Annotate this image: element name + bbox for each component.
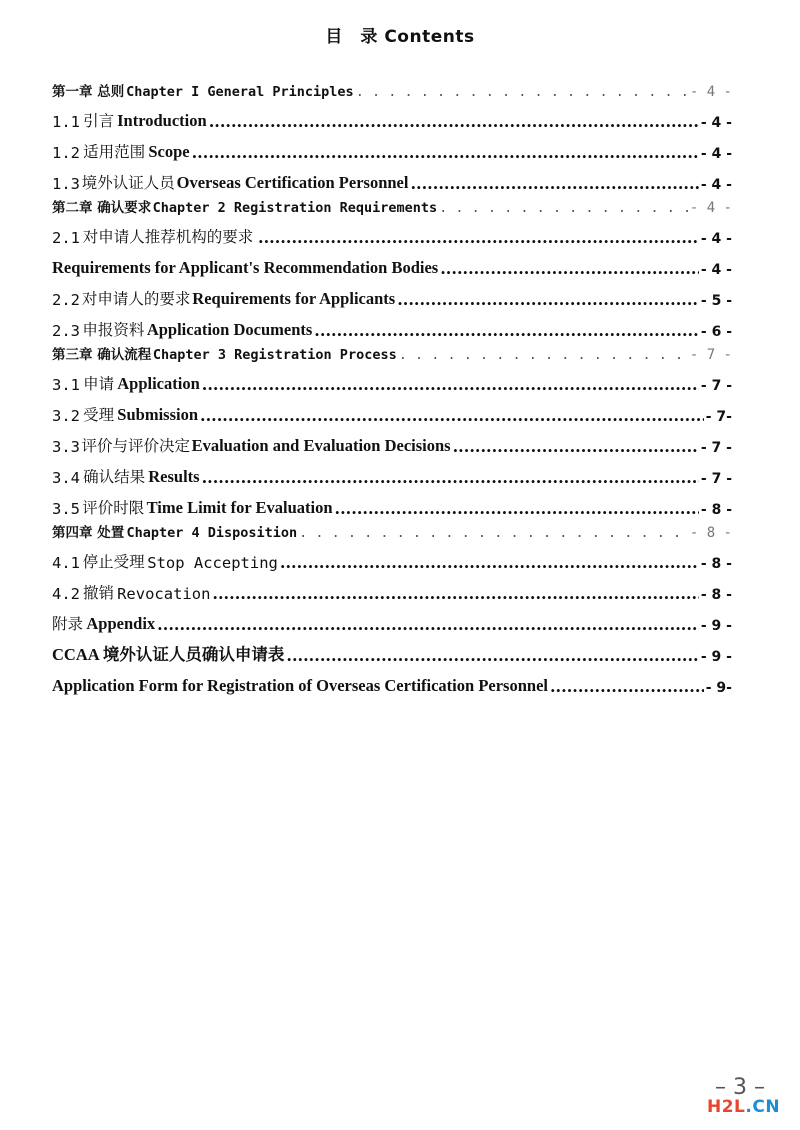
toc-dot-leader [440, 259, 699, 278]
toc-entry-title-en: Application [117, 374, 200, 393]
toc-entry-number: 3.3 [52, 438, 80, 456]
toc-dot-leader [200, 406, 704, 425]
toc-entry-title-en: Scope [148, 142, 190, 161]
toc-entry-number: 2.2 [52, 291, 80, 309]
toc-section-entry[interactable] [52, 131, 742, 162]
toc-entry-number: 3.4 [52, 469, 80, 487]
toc-entry-page: - 8 - [700, 556, 732, 572]
toc-entry-title-en: Introduction [117, 111, 207, 130]
toc-dot-leader [212, 584, 698, 603]
toc-section-entry[interactable] [52, 394, 742, 425]
toc-entry-number: 4.1 [52, 554, 80, 572]
toc-dot-leader [192, 143, 699, 162]
toc-entry-title-en: Submission [117, 405, 199, 424]
toc-dot-leader [280, 553, 699, 572]
toc-section-entry[interactable] [52, 634, 742, 665]
toc-dot-leader [439, 200, 688, 216]
toc-section-entry[interactable] [52, 363, 742, 394]
toc-entry-number: 1.1 [52, 113, 80, 131]
toc-entry-page: - 5 - [700, 293, 733, 309]
toc-entry-page: - 7 - [689, 347, 732, 363]
toc-entry-page: - 4 - [700, 115, 732, 131]
page-title: 目 录 Contents [325, 27, 475, 47]
page-number: – 3 – [715, 1075, 765, 1100]
toc-entry-page: - 4 - [689, 84, 732, 100]
toc-entry-page: - 7 - [700, 378, 733, 394]
table-of-contents [52, 77, 742, 696]
toc-entry-page: - 6 - [700, 324, 733, 340]
toc-entry-title-en: Revocation [117, 585, 211, 603]
toc-entry-number: 1.2 [52, 144, 80, 162]
toc-entry-page: - 9 - [700, 649, 732, 665]
toc-entry-title-en: Requirements for Applicant's Recommendation Bodies [52, 258, 439, 277]
toc-entry-title-cn: 申报资料 [82, 321, 145, 339]
toc-dot-leader [286, 646, 698, 665]
toc-section-entry[interactable] [52, 456, 742, 487]
toc-entry-title-en: Time Limit for Evaluation [146, 498, 333, 517]
toc-entry-title-cn: 第四章 处置 [52, 525, 125, 541]
toc-entry-title-cn: 第二章 确认要求 [52, 200, 152, 216]
toc-section-entry[interactable] [52, 603, 742, 634]
toc-section-entry[interactable] [52, 216, 742, 247]
toc-entry-title-cn: 评价与评价决定 [81, 437, 191, 455]
toc-entry-title-cn: 引言 [83, 112, 115, 130]
toc-entry-page: - 9- [705, 680, 732, 696]
toc-entry-title-en: Chapter 3 Registration Process [152, 347, 397, 363]
toc-entry-title-en: Stop Accepting [147, 554, 278, 572]
toc-section-entry[interactable] [52, 100, 742, 131]
toc-dot-leader [453, 437, 699, 456]
toc-entry-title-cn: 第三章 确认流程 [52, 347, 152, 363]
toc-entry-title-en: Results [148, 467, 200, 486]
toc-entry-number: 4.2 [52, 585, 80, 603]
watermark-logo [707, 1097, 780, 1117]
toc-entry-title-en: Chapter 4 Disposition [126, 525, 298, 541]
toc-entry-page: - 8 - [700, 502, 733, 518]
toc-entry-page: - 4 - [689, 200, 732, 216]
toc-dot-leader [299, 525, 688, 541]
toc-entry-title-cn: 对申请人推荐机构的要求 [82, 228, 254, 246]
toc-dot-leader [550, 677, 704, 696]
toc-chapter-entry[interactable] [52, 77, 742, 100]
toc-entry-page: - 8 - [689, 525, 732, 541]
toc-entry-title-cn: 境外认证人员 [81, 174, 175, 192]
toc-dot-leader [202, 375, 699, 394]
toc-entry-page: - 9 - [700, 618, 732, 634]
toc-entry-title-cn: 申请 [83, 375, 115, 393]
toc-entry-title-en: Chapter I General Principles [126, 84, 354, 100]
toc-entry-title-cn: 撤销 [83, 584, 115, 602]
toc-entry-number: 2.3 [52, 322, 80, 340]
toc-dot-leader [397, 290, 699, 309]
toc-chapter-entry[interactable] [52, 518, 742, 541]
toc-entry-page: - 8 - [700, 587, 732, 603]
toc-entry-page: - 7- [705, 409, 732, 425]
toc-dot-leader [410, 174, 698, 193]
toc-section-entry[interactable] [52, 309, 742, 340]
toc-dot-leader [202, 468, 699, 487]
toc-entry-page: - 4 - [700, 231, 732, 247]
toc-entry-title-cn: 第一章 总则 [52, 84, 125, 100]
toc-dot-leader [356, 84, 688, 100]
watermark-part2: .CN [745, 1097, 781, 1117]
toc-section-entry[interactable] [52, 425, 742, 456]
toc-chapter-entry[interactable] [52, 340, 742, 363]
toc-entry-page: - 7 - [700, 440, 732, 456]
toc-dot-leader [209, 112, 699, 131]
toc-section-entry[interactable] [52, 572, 742, 603]
toc-entry-title-cn: 对申请人的要求 [81, 290, 191, 308]
toc-entry-page: - 4 - [700, 146, 733, 162]
toc-section-entry[interactable] [52, 541, 742, 572]
toc-dot-leader [157, 615, 699, 634]
toc-dot-leader [399, 347, 688, 363]
toc-section-entry[interactable] [52, 487, 742, 518]
watermark-part1: H2L [707, 1097, 746, 1117]
toc-entry-number: 1.3 [52, 175, 80, 193]
toc-entry-title-en: Chapter 2 Registration Requirements [152, 200, 438, 216]
toc-entry-page: - 4 - [700, 177, 732, 193]
toc-dot-leader [335, 499, 699, 518]
toc-chapter-entry[interactable] [52, 193, 742, 216]
toc-entry-title-en: Evaluation and Evaluation Decisions [191, 436, 451, 455]
toc-entry-title-en: Application Form for Registration of Overseas Certification Personnel [52, 676, 548, 695]
toc-entry-title-cn: 评价时限 [82, 499, 145, 517]
toc-entry-title-en: Requirements for Applicants [192, 289, 396, 308]
toc-entry-number: 3.5 [52, 500, 80, 518]
toc-entry-title-en: Appendix [86, 614, 156, 633]
toc-entry-title-en: Overseas Certification Personnel [176, 173, 409, 192]
toc-entry-title-en: CCAA 境外认证人员确认申请表 [52, 645, 285, 664]
toc-section-entry[interactable] [52, 162, 742, 193]
toc-section-entry[interactable] [52, 278, 742, 309]
toc-entry-title-cn: 确认结果 [83, 468, 146, 486]
toc-entry-title-cn: 受理 [83, 406, 115, 424]
toc-entry-title-cn: 适用范围 [83, 143, 146, 161]
toc-section-entry[interactable] [52, 665, 742, 696]
toc-section-entry[interactable] [52, 247, 742, 278]
toc-entry-page: - 7 - [700, 471, 733, 487]
toc-dot-leader [314, 321, 699, 340]
toc-entry-title-cn: 停止受理 [82, 553, 145, 571]
toc-entry-number: 2.1 [52, 229, 80, 247]
toc-entry-page: - 4 - [700, 262, 732, 278]
toc-entry-title-cn: 附录 [52, 615, 84, 633]
toc-dot-leader [258, 228, 699, 247]
toc-entry-title-en: Application Documents [146, 320, 313, 339]
toc-entry-number: 3.1 [52, 376, 80, 394]
toc-entry-number: 3.2 [52, 407, 80, 425]
